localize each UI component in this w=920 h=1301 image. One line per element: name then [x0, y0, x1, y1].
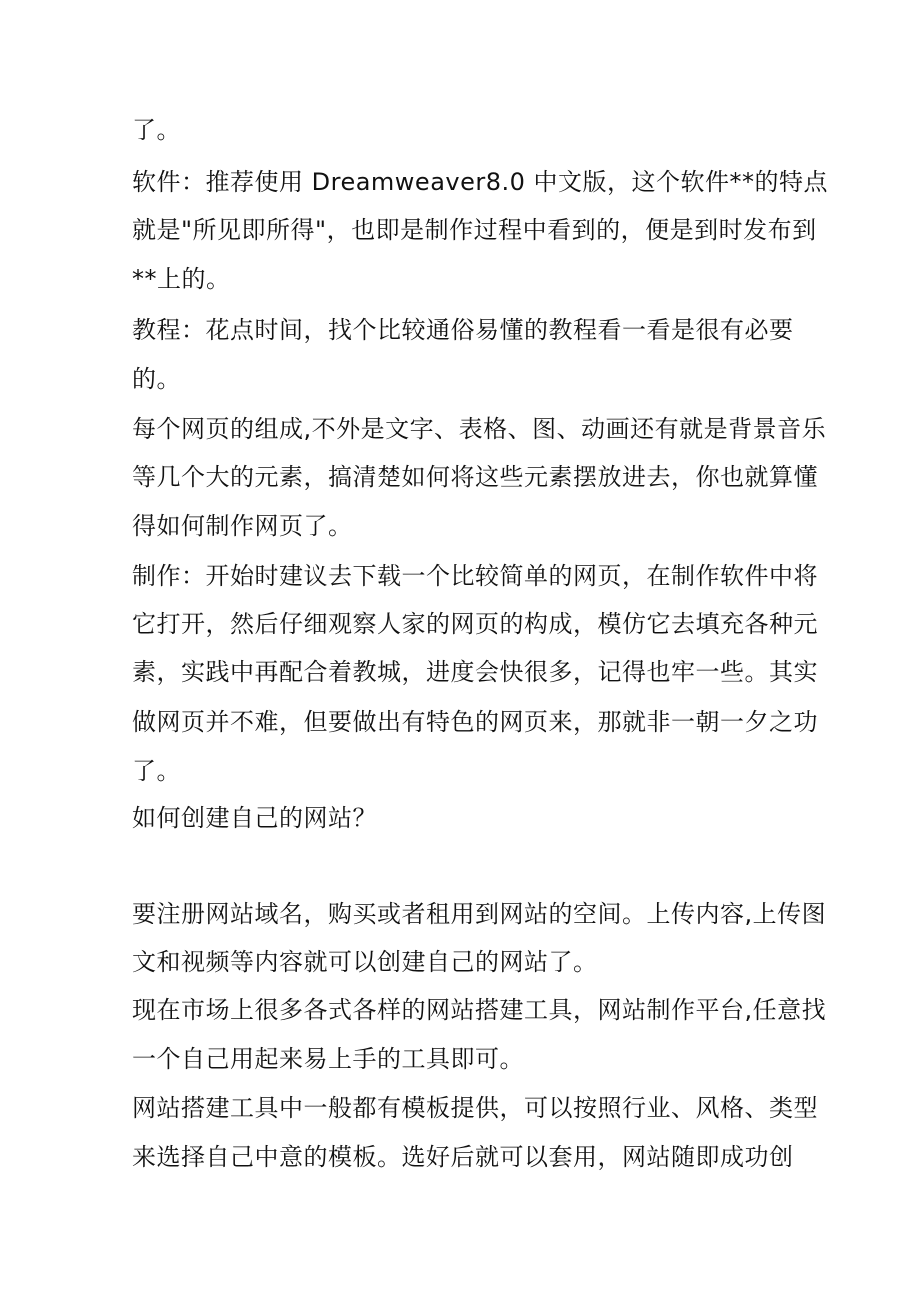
text-line: **上的。: [132, 265, 231, 293]
text-line: 素，实践中再配合着教城，进度会快很多，记得也牢一些。其实: [132, 658, 818, 686]
text-line: 制作：开始时建议去下载一个比较简单的网页，在制作软件中将: [132, 562, 818, 590]
text-line: 教程：花点时间，找个比较通俗易懂的教程看一看是很有必要: [132, 316, 794, 344]
text-line: 等几个大的元素，搞清楚如何将这些元素摆放进去，你也就算懂: [132, 463, 818, 491]
text-line: 得如何制作网页了。: [132, 512, 353, 540]
section-heading: 如何创建自己的网站？: [132, 804, 377, 832]
text-line: 来选择自己中意的模板。选好后就可以套用，网站随即成功创: [132, 1143, 794, 1171]
text-line: 现在市场上很多各式各样的网站搭建工具，网站制作平台,任意找: [132, 996, 827, 1024]
text-line: 了。: [132, 116, 181, 144]
text-line: 它打开，然后仔细观察人家的网页的构成，模仿它去填充各种元: [132, 610, 818, 638]
text-line: 一个自己用起来易上手的工具即可。: [132, 1045, 524, 1073]
text-line: 网站搭建工具中一般都有模板提供，可以按照行业、风格、类型: [132, 1094, 818, 1122]
text-line: 的。: [132, 365, 181, 393]
text-line: 就是"所见即所得"，也即是制作过程中看到的，便是到时发布到: [132, 216, 817, 244]
text-line: 文和视频等内容就可以创建自己的网站了。: [132, 948, 598, 976]
text-line: 软件：推荐使用 Dreamweaver8.0 中文版，这个软件**的特点: [132, 168, 829, 196]
text-line: 了。: [132, 757, 181, 785]
text-line: 做网页并不难，但要做出有特色的网页来，那就非一朝一夕之功: [132, 708, 818, 736]
text-line: 每个网页的组成,不外是文字、表格、图、动画还有就是背景音乐: [132, 415, 827, 443]
text-line: 要注册网站域名，购买或者租用到网站的空间。上传内容,上传图: [132, 900, 827, 928]
